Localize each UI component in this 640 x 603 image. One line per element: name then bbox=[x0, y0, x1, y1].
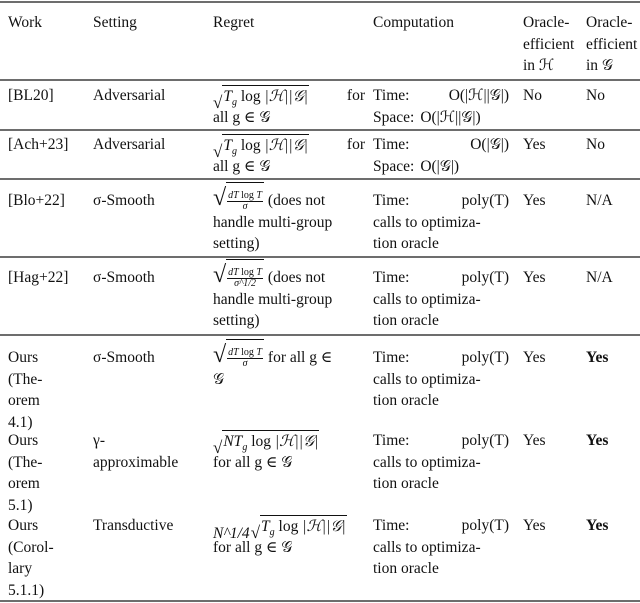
computation-cell bbox=[373, 347, 509, 412]
computation-line: calls to optimiza- bbox=[373, 453, 481, 471]
work-line: lary bbox=[8, 560, 33, 577]
radical-sign: √ bbox=[213, 93, 223, 113]
work-line: 4.1) bbox=[8, 413, 33, 431]
radical-sign: √ bbox=[213, 261, 227, 288]
table-rule bbox=[0, 1, 640, 3]
regret-prefix: N^1/4 bbox=[213, 525, 250, 543]
oracle-h-value: Yes bbox=[523, 349, 546, 366]
computation-value: O(|ℋ||𝒢|) bbox=[420, 108, 481, 126]
radical-sign: √ bbox=[250, 523, 261, 543]
setting-cell bbox=[93, 430, 209, 473]
oracle-h-cell bbox=[523, 347, 583, 369]
oracle-g-value: Yes bbox=[586, 432, 609, 449]
regret-text: all g ∈ 𝒢 bbox=[213, 157, 271, 175]
header-cell bbox=[213, 12, 254, 34]
header-cell bbox=[93, 12, 137, 34]
computation-line bbox=[373, 347, 509, 369]
computation-line bbox=[373, 190, 509, 212]
computation-label: Space: bbox=[373, 108, 415, 126]
header-cell bbox=[523, 12, 574, 77]
table-rule bbox=[0, 600, 640, 602]
computation-value: O(|𝒢|) bbox=[470, 136, 509, 153]
regret-line bbox=[213, 289, 365, 311]
header-line: efficient bbox=[523, 35, 575, 53]
table-rule bbox=[0, 178, 640, 180]
computation-value: poly(T) bbox=[461, 269, 509, 286]
oracle-h-value: Yes bbox=[523, 136, 546, 153]
computation-label: Time: bbox=[373, 136, 410, 153]
computation-label: Time: bbox=[373, 432, 410, 449]
regret-text: for bbox=[346, 136, 365, 153]
computation-line: tion oracle bbox=[373, 560, 439, 577]
computation-label: Space: bbox=[373, 157, 415, 175]
radical-sign: √ bbox=[213, 184, 227, 211]
oracle-h-value: Yes bbox=[523, 432, 546, 449]
work-cell bbox=[8, 515, 90, 601]
setting-cell bbox=[93, 190, 209, 212]
regret-text: (does not bbox=[267, 192, 326, 209]
fraction bbox=[227, 190, 263, 212]
computation-cell bbox=[373, 134, 509, 177]
setting-cell bbox=[93, 134, 209, 156]
regret-cell bbox=[213, 341, 365, 390]
table-rule bbox=[0, 129, 640, 131]
work-line: 5.1.1) bbox=[8, 581, 45, 599]
oracle-g-value: Yes bbox=[586, 517, 609, 534]
fraction-denominator: σ bbox=[242, 357, 248, 369]
computation-cell bbox=[373, 430, 509, 495]
table-rule bbox=[0, 334, 640, 336]
radicand: $T_g$ log |ℋ||𝒢| bbox=[222, 85, 309, 114]
setting-cell bbox=[93, 347, 209, 369]
header-line: Oracle- bbox=[523, 14, 570, 31]
work-line: Ours bbox=[8, 349, 39, 366]
computation-line: calls to optimiza- bbox=[373, 290, 481, 308]
regret-formula bbox=[213, 259, 264, 289]
table-rule bbox=[0, 79, 640, 81]
regret-line bbox=[213, 452, 365, 474]
regret-text: for all g ∈ bbox=[267, 349, 333, 366]
work-line: (The- bbox=[8, 453, 43, 471]
computation-label: Time: bbox=[373, 517, 410, 534]
regret-line bbox=[213, 233, 365, 255]
regret-text: (does not bbox=[267, 269, 326, 286]
work-line: (The- bbox=[8, 370, 43, 388]
oracle-g-value: No bbox=[586, 87, 605, 104]
regret-text: handle multi-group bbox=[213, 213, 333, 231]
oracle-g-cell bbox=[586, 190, 640, 212]
oracle-g-value: Yes bbox=[586, 349, 609, 366]
computation-label: Time: bbox=[373, 192, 410, 209]
work-line: orem bbox=[8, 392, 40, 409]
computation-line: tion oracle bbox=[373, 312, 439, 329]
computation-line: calls to optimiza- bbox=[373, 538, 481, 556]
computation-value: poly(T) bbox=[461, 432, 509, 449]
work-cell bbox=[8, 134, 90, 156]
computation-line: tion oracle bbox=[373, 392, 439, 409]
computation-cell bbox=[373, 190, 509, 255]
setting-cell bbox=[93, 515, 209, 537]
oracle-g-cell bbox=[586, 347, 640, 369]
work-cell bbox=[8, 190, 90, 212]
regret-formula bbox=[213, 85, 309, 113]
computation-line bbox=[373, 267, 509, 289]
header-line: Oracle- bbox=[586, 14, 633, 31]
work-line: [BL20] bbox=[8, 87, 54, 104]
computation-line bbox=[373, 515, 509, 537]
fraction-denominator: σ bbox=[242, 200, 248, 212]
regret-line bbox=[213, 430, 365, 458]
oracle-g-cell bbox=[586, 267, 640, 289]
regret-cell bbox=[213, 184, 365, 255]
computation-label: Time: bbox=[373, 349, 410, 366]
work-cell bbox=[8, 267, 90, 289]
regret-line bbox=[213, 212, 365, 234]
header-cell bbox=[8, 12, 42, 34]
fraction bbox=[227, 267, 263, 289]
oracle-h-value: Yes bbox=[523, 269, 546, 286]
radical-sign: √ bbox=[213, 341, 227, 368]
fraction-numerator: dT log T bbox=[228, 266, 262, 278]
computation-value: poly(T) bbox=[461, 192, 509, 209]
setting-line: Transductive bbox=[93, 517, 174, 534]
setting-line: Adversarial bbox=[93, 87, 166, 104]
radical-sign: √ bbox=[213, 438, 223, 458]
regret-line bbox=[213, 310, 365, 332]
work-line: orem bbox=[8, 475, 40, 492]
regret-text: setting) bbox=[213, 312, 260, 329]
computation-cell bbox=[373, 267, 509, 332]
header-line: Computation bbox=[373, 14, 454, 31]
regret-text: for all g ∈ 𝒢 bbox=[213, 453, 293, 471]
setting-line: σ-Smooth bbox=[93, 269, 155, 286]
header-line: Regret bbox=[213, 14, 255, 31]
radical-sign: √ bbox=[213, 142, 223, 162]
computation-label: Time: bbox=[373, 87, 410, 104]
work-cell bbox=[8, 85, 90, 107]
setting-cell bbox=[93, 267, 209, 289]
computation-line: tion oracle bbox=[373, 235, 439, 252]
computation-line bbox=[373, 134, 509, 156]
regret-text: for bbox=[346, 87, 365, 104]
fraction-numerator: dT log T bbox=[228, 189, 262, 201]
computation-label: Time: bbox=[373, 269, 410, 286]
radicand bbox=[226, 339, 264, 369]
regret-text: handle multi-group bbox=[213, 290, 333, 308]
setting-line: σ-Smooth bbox=[93, 349, 155, 366]
regret-formula bbox=[213, 182, 264, 212]
square-root bbox=[213, 339, 264, 369]
regret-formula bbox=[213, 339, 264, 369]
oracle-g-value: N/A bbox=[586, 192, 613, 209]
regret-line bbox=[213, 339, 365, 369]
computation-value: poly(T) bbox=[461, 517, 509, 534]
work-line: 5.1) bbox=[8, 496, 33, 514]
regret-text: 𝒢 bbox=[213, 370, 225, 388]
header-line: efficient bbox=[586, 35, 638, 53]
computation-line: tion oracle bbox=[373, 475, 439, 492]
regret-cell bbox=[213, 261, 365, 332]
regret-line bbox=[213, 85, 365, 113]
table-rule bbox=[0, 256, 640, 258]
computation-line: calls to optimiza- bbox=[373, 213, 481, 231]
fraction-denominator: σ^1/2 bbox=[234, 277, 256, 289]
work-cell bbox=[8, 430, 90, 516]
oracle-h-cell bbox=[523, 515, 583, 537]
work-line: [Hag+22] bbox=[8, 269, 69, 286]
header-line: in ℋ bbox=[523, 57, 555, 74]
computation-value: O(|ℋ||𝒢|) bbox=[448, 87, 509, 104]
regret-text: for all g ∈ 𝒢 bbox=[213, 538, 293, 556]
oracle-h-value: Yes bbox=[523, 192, 546, 209]
regret-line bbox=[213, 259, 365, 289]
setting-line: γ- bbox=[93, 432, 106, 449]
oracle-g-cell bbox=[586, 515, 640, 537]
radicand bbox=[226, 182, 264, 212]
radicand: $T_g$ log |ℋ||𝒢| bbox=[222, 134, 309, 163]
work-cell bbox=[8, 347, 90, 433]
oracle-h-value: Yes bbox=[523, 517, 546, 534]
regret-formula bbox=[213, 134, 309, 162]
square-root bbox=[213, 259, 264, 289]
oracle-g-cell bbox=[586, 430, 640, 452]
oracle-h-cell bbox=[523, 430, 583, 452]
regret-cell bbox=[213, 430, 365, 473]
radicand bbox=[226, 259, 264, 289]
regret-cell bbox=[213, 134, 365, 177]
header-line: Work bbox=[8, 14, 43, 31]
setting-line: Adversarial bbox=[93, 136, 166, 153]
work-line: Ours bbox=[8, 432, 39, 449]
computation-value: O(|𝒢|) bbox=[420, 157, 460, 175]
setting-line: approximable bbox=[93, 453, 179, 471]
work-line: [Blo+22] bbox=[8, 192, 65, 209]
regret-text: setting) bbox=[213, 235, 260, 252]
oracle-h-cell bbox=[523, 267, 583, 289]
fraction-numerator: dT log T bbox=[228, 346, 262, 358]
regret-cell bbox=[213, 85, 365, 128]
computation-line bbox=[373, 156, 509, 178]
radicand: $NT_g$ log |ℋ||𝒢| bbox=[222, 430, 319, 459]
oracle-h-cell bbox=[523, 85, 583, 107]
work-line: Ours bbox=[8, 517, 39, 534]
oracle-g-value: N/A bbox=[586, 269, 613, 286]
regret-line bbox=[213, 369, 365, 391]
computation-line bbox=[373, 85, 509, 107]
oracle-h-cell bbox=[523, 134, 583, 156]
setting-line: σ-Smooth bbox=[93, 192, 155, 209]
regret-line bbox=[213, 134, 365, 162]
regret-cell bbox=[213, 515, 365, 558]
computation-line bbox=[373, 430, 509, 452]
header-line: in 𝒢 bbox=[586, 57, 613, 74]
regret-line bbox=[213, 182, 365, 212]
regret-text: all g ∈ 𝒢 bbox=[213, 108, 271, 126]
square-root bbox=[213, 182, 264, 212]
computation-value: poly(T) bbox=[461, 349, 509, 366]
header-cell bbox=[586, 12, 637, 77]
computation-line bbox=[373, 107, 509, 129]
computation-cell bbox=[373, 85, 509, 128]
oracle-g-value: No bbox=[586, 136, 605, 153]
oracle-h-value: No bbox=[523, 87, 542, 104]
oracle-h-cell bbox=[523, 190, 583, 212]
header-cell bbox=[373, 12, 454, 34]
computation-cell bbox=[373, 515, 509, 580]
regret-line bbox=[213, 515, 365, 543]
oracle-g-cell bbox=[586, 85, 640, 107]
setting-cell bbox=[93, 85, 209, 107]
work-line: [Ach+23] bbox=[8, 136, 69, 153]
work-line: (Corol- bbox=[8, 538, 54, 556]
header-line: Setting bbox=[93, 14, 137, 31]
computation-line: calls to optimiza- bbox=[373, 370, 481, 388]
fraction bbox=[227, 347, 263, 369]
oracle-g-cell bbox=[586, 134, 640, 156]
radicand: $T_g$ log |ℋ||𝒢| bbox=[260, 515, 347, 544]
